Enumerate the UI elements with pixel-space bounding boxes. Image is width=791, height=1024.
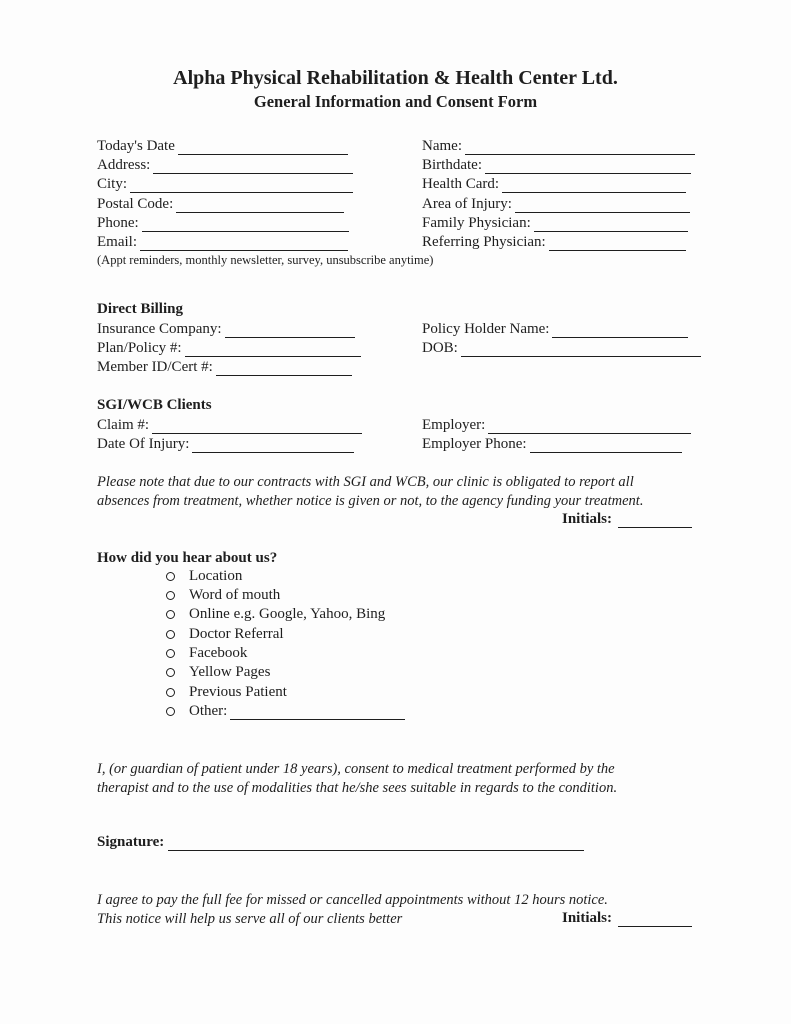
employer-phone-label: Employer Phone: [422,436,527,452]
insurance-company-field [97,320,355,338]
radio-circle-icon[interactable] [166,591,175,600]
hear-option-label: Other: [189,703,228,719]
hear-option[interactable] [166,684,287,701]
postal-code-blank[interactable] [176,199,344,213]
employer-field [422,416,691,434]
direct-billing-heading: Direct Billing [97,301,183,317]
todays-date-label: Today's Date [97,138,175,154]
radio-circle-icon[interactable] [166,707,175,716]
employer-phone-blank[interactable] [530,439,682,453]
radio-circle-icon[interactable] [166,688,175,697]
city-blank[interactable] [130,179,353,193]
hear-option[interactable] [166,626,284,643]
hear-option[interactable] [166,587,280,604]
area-of-injury-blank[interactable] [515,199,690,213]
city-field [97,175,353,193]
date-of-injury-label: Date Of Injury: [97,436,190,452]
address-field [97,156,353,174]
insurance-company-blank[interactable] [225,324,355,338]
address-blank[interactable] [153,160,353,174]
policy-holder-field [422,320,688,338]
plan-policy-blank[interactable] [185,343,361,357]
consent-line-1: I, (or guardian of patient under 18 years), consent to medical treatment performed by the [97,761,615,777]
health-card-label: Health Card: [422,176,500,192]
other-blank[interactable] [230,706,405,720]
hear-option[interactable] [166,568,242,585]
date-of-injury-blank[interactable] [192,439,354,453]
radio-circle-icon[interactable] [166,610,175,619]
policy-holder-blank[interactable] [552,324,688,338]
family-physician-blank[interactable] [534,218,688,232]
sgi-notice-line-1: Please note that due to our contracts with SGI and WCB, our clinic is obligated to report all [97,474,634,490]
referring-physician-blank[interactable] [549,237,686,251]
radio-circle-icon[interactable] [166,572,175,581]
hear-about-us-heading: How did you hear about us? [97,550,278,566]
radio-circle-icon[interactable] [166,668,175,677]
sgi-initials-blank[interactable] [618,514,692,528]
fee-agreement [97,891,608,929]
sgi-notice-line-2: absences from treatment, whether notice is given or not, to the agency funding your treatment. [97,493,644,509]
employer-phone-field [422,435,682,453]
signature-blank[interactable] [168,837,584,851]
consent-line-2: therapist and to the use of modalities that he/she sees suitable in regards to the condition. [97,780,618,796]
policy-holder-label: Policy Holder Name: [422,321,550,337]
address-label: Address: [97,157,151,173]
health-card-blank[interactable] [502,179,686,193]
hear-option-label: Online e.g. Google, Yahoo, Bing [189,606,386,622]
family-physician-label: Family Physician: [422,215,531,231]
fee-line-2: This notice will help us serve all of our clients better [97,911,403,927]
email-blank[interactable] [140,237,348,251]
phone-label: Phone: [97,215,139,231]
form-subtitle: General Information and Consent Form [253,92,538,111]
phone-field [97,214,349,232]
dob-blank[interactable] [461,343,701,357]
hear-option-label: Facebook [189,645,248,661]
todays-date-blank[interactable] [178,141,348,155]
email-label: Email: [97,234,137,250]
birthdate-label: Birthdate: [422,157,482,173]
todays-date-field [97,137,348,155]
employer-label: Employer: [422,417,486,433]
radio-circle-icon[interactable] [166,630,175,639]
member-id-blank[interactable] [216,362,352,376]
hear-option[interactable] [166,664,270,681]
member-id-field [97,358,352,376]
sgi-notice [97,473,643,511]
hear-option[interactable] [166,645,247,662]
city-label: City: [97,176,128,192]
name-label: Name: [422,138,462,154]
area-of-injury-label: Area of Injury: [422,196,512,212]
claim-field [97,416,362,434]
plan-policy-label: Plan/Policy #: [97,340,182,356]
birthdate-blank[interactable] [485,160,691,174]
hear-option-other[interactable] [166,703,405,720]
employer-blank[interactable] [488,420,691,434]
fee-line-1: I agree to pay the full fee for missed or cancelled appointments without 12 hours notice. [97,892,608,908]
birthdate-field [422,156,691,174]
signature-label: Signature: [97,834,165,850]
sgi-initials-field [562,511,692,528]
postal-code-field [97,195,344,213]
health-card-field [422,175,686,193]
area-of-injury-field [422,195,690,213]
fee-initials-label: Initials: [562,910,613,926]
referring-physician-field [422,233,686,251]
sgi-initials-label: Initials: [562,511,613,527]
plan-policy-field [97,339,361,357]
hear-option-label: Previous Patient [189,684,287,700]
fee-initials-blank[interactable] [618,913,692,927]
hear-option-label: Word of mouth [189,587,281,603]
member-id-label: Member ID/Cert #: [97,359,213,375]
insurance-company-label: Insurance Company: [97,321,222,337]
date-of-injury-field [97,435,354,453]
name-field [422,137,695,155]
hear-option-label: Location [189,568,243,584]
hear-option[interactable] [166,606,385,623]
family-physician-field [422,214,688,232]
consent-statement [97,760,617,798]
email-note: (Appt reminders, monthly newsletter, survey, unsubscribe anytime) [97,253,434,267]
hear-option-label: Yellow Pages [189,664,271,680]
name-blank[interactable] [465,141,695,155]
clinic-title: Alpha Physical Rehabilitation & Health Center Ltd. [173,67,618,89]
referring-physician-label: Referring Physician: [422,234,546,250]
radio-circle-icon[interactable] [166,649,175,658]
fee-initials-field [562,910,692,927]
hear-option-label: Doctor Referral [189,626,284,642]
phone-blank[interactable] [142,218,349,232]
claim-blank[interactable] [152,420,362,434]
postal-code-label: Postal Code: [97,196,174,212]
email-field [97,233,348,251]
dob-label: DOB: [422,340,458,356]
dob-field [422,339,701,357]
signature-field [97,834,584,851]
sgi-wcb-heading: SGI/WCB Clients [97,397,212,413]
claim-label: Claim #: [97,417,150,433]
